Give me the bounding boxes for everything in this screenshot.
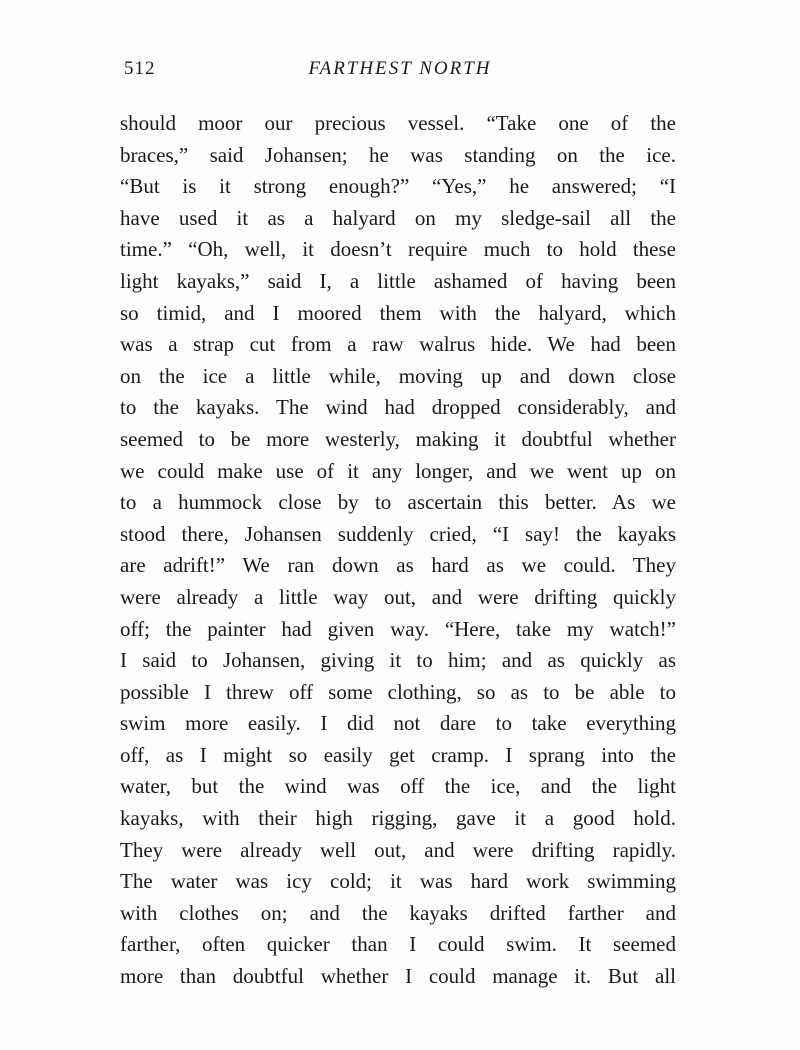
text-line: braces,” said Johansen; he was standing on the ice. [120,142,676,167]
text-line: I said to Johansen, giving it to him; and as quickly as [120,648,676,673]
text-line: kayaks, with their high rigging, gave it a good hold. [120,806,676,831]
text-line: should moor our precious vessel. “Take one of the [120,111,676,135]
page-number: 512 [124,58,156,79]
text-line: seemed to be more westerly, making it doubtful whether [120,426,676,451]
text-line: with clothes on; and the kayaks drifted farther and [120,900,676,925]
text-line: stood there, Johansen suddenly cried, “I say! the kayaks [120,521,676,546]
running-title: FARTHEST NORTH [308,58,492,79]
text-line: are adrift!” We ran down as hard as we could. They [120,553,676,578]
text-line: was a strap cut from a raw walrus hide. We had been [120,332,676,357]
text-line: light kayaks,” said I, a little ashamed of having been [120,268,676,293]
text-line: The water was icy cold; it was hard work swimming [120,869,676,894]
text-line: “But is it strong enough?” “Yes,” he answered; “I [120,174,676,199]
text-line: farther, often quicker than I could swim. It seemed [120,932,676,957]
text-line: on the ice a little while, moving up and down close [120,363,676,388]
text-line: have used it as a halyard on my sledge-sail all the [120,205,676,230]
text-line: possible I threw off some clothing, so as to be able to [120,679,676,704]
text-line: to the kayaks. The wind had dropped considerably, and [120,395,676,420]
text-line: to a hummock close by to ascertain this better. As we [120,490,676,515]
running-head [120,58,680,88]
text-line: time.” “Oh, well, it doesn’t require much to hold these [120,237,676,262]
text-line: were already a little way out, and were drifting quickly [120,584,676,609]
text-line: off, as I might so easily get cramp. I sprang into the [120,742,676,767]
text-line: water, but the wind was off the ice, and the light [120,774,676,799]
text-line: They were already well out, and were drifting rapidly. [120,837,676,862]
text-line: more than doubtful whether I could manage it. But all [120,964,676,989]
text-line: so timid, and I moored them with the halyard, which [120,300,676,325]
body-text [120,108,676,993]
text-line: swim more easily. I did not dare to take everything [120,711,676,736]
text-line: off; the painter had given way. “Here, take my watch!” [120,616,676,641]
text-line: we could make use of it any longer, and we went up on [120,458,676,483]
